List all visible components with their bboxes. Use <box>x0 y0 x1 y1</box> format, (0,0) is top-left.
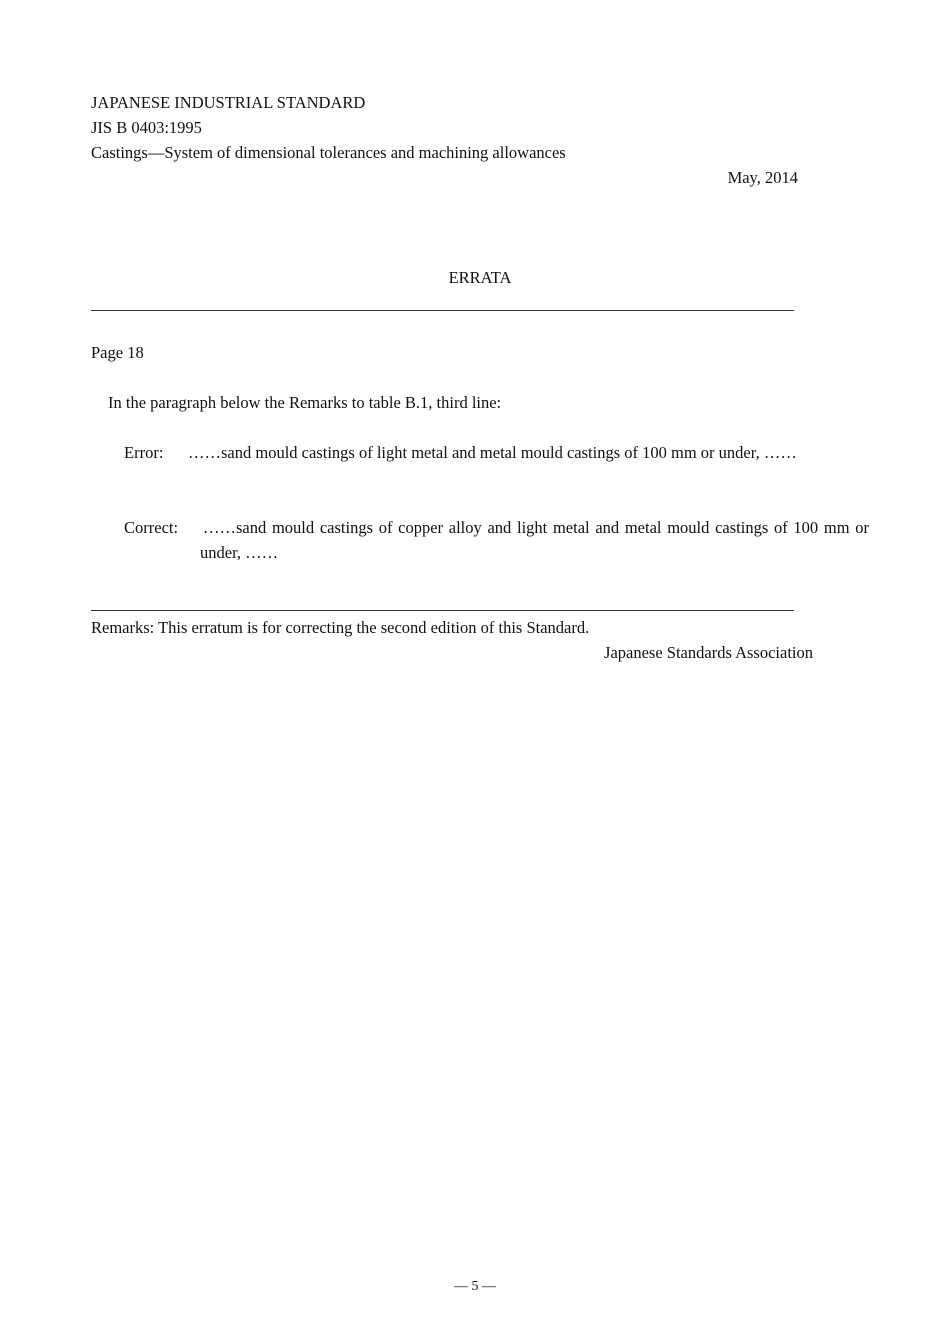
error-label: Error: <box>124 443 164 462</box>
error-text: ……sand mould castings of light metal and metal mould castings of 100 mm or under, …… <box>188 443 797 462</box>
location-description: In the paragraph below the Remarks to table B.1, third line: <box>108 393 502 412</box>
errata-heading: ERRATA <box>448 268 512 287</box>
issue-date: May, 2014 <box>727 168 798 187</box>
remarks: Remarks: This erratum is for correcting the second edition of this Standard. <box>91 618 590 637</box>
issuer: Japanese Standards Association <box>604 643 813 662</box>
standard-title: Castings—System of dimensional tolerances and machining allowances <box>91 143 566 162</box>
page-number: ― 5 ― <box>454 1279 496 1294</box>
correct-label: Correct: <box>124 518 179 537</box>
correct-text: ……sand mould castings of copper alloy and light metal and metal mould castings of 100 mm or under, …… <box>200 518 869 562</box>
page-reference: Page 18 <box>91 343 144 362</box>
standard-type: JAPANESE INDUSTRIAL STANDARD <box>91 93 366 112</box>
standard-designation: JIS B 0403:1995 <box>91 118 202 137</box>
top-divider <box>91 310 794 311</box>
bottom-divider <box>91 610 794 611</box>
